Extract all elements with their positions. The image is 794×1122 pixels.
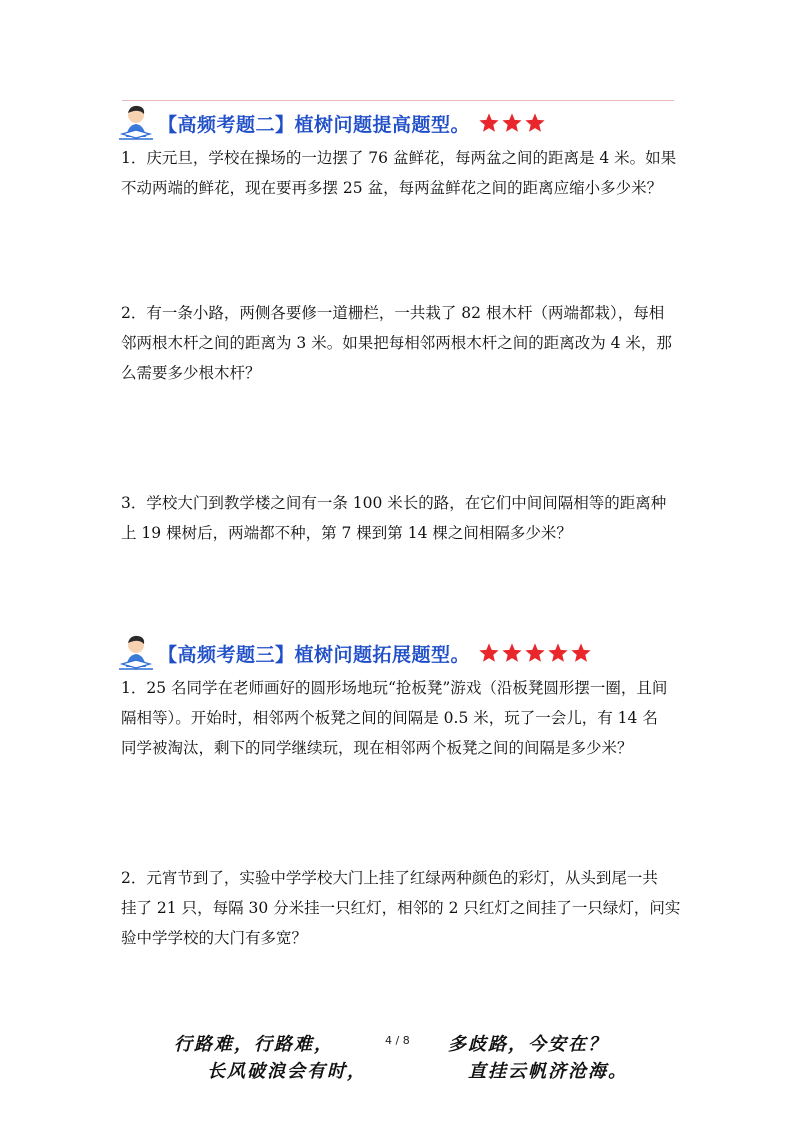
star-icon (478, 642, 500, 664)
page-number: 4 / 8 (385, 1034, 410, 1047)
question-line: 2．有一条小路，两侧各要修一道栅栏，一共栽了 82 根木杆（两端都栽），每相 (121, 304, 665, 322)
question-line: 1．庆元旦，学校在操场的一边摆了 76 盆鲜花，每两盆之间的距离是 4 米。如果 (121, 149, 677, 167)
star-icon (501, 112, 523, 134)
difficulty-stars (478, 642, 593, 664)
section-title: 【高频考题三】植树问题拓展题型。 (158, 643, 471, 666)
question-line: 么需要多少根木杆？ (121, 364, 261, 382)
star-icon (570, 642, 592, 664)
question-line: 不动两端的鲜花，现在要再多摆 25 盆，每两盆鲜花之间的距离应缩小多少米？ (121, 179, 663, 197)
section-header-3 (116, 633, 593, 673)
student-reading-icon (116, 103, 156, 143)
question-line: 邻两根木杆之间的距离为 3 米。如果把每相邻两根木杆之间的距离改为 4 米，那 (121, 334, 672, 352)
poem-line-2: 多歧路，今安在？ (448, 1034, 608, 1055)
question-line: 上 19 棵树后，两端都不种，第 7 棵到第 14 棵之间相隔多少米？ (121, 524, 572, 542)
star-icon (478, 112, 500, 134)
star-icon (501, 642, 523, 664)
question-line: 验中学学校的大门有多宽？ (121, 929, 308, 947)
question-3-2 (121, 863, 681, 953)
star-icon (547, 642, 569, 664)
question-line: 2．元宵节到了，实验中学学校大门上挂了红绿两种颜色的彩灯，从头到尾一共 (121, 869, 658, 887)
question-line: 3．学校大门到教学楼之间有一条 100 米长的路，在它们中间间隔相等的距离种 (121, 494, 667, 512)
section-title: 【高频考题二】植树问题提高题型。 (158, 113, 471, 136)
question-line: 挂了 21 只，每隔 30 分米挂一只红灯，相邻的 2 只红灯之间挂了一只绿灯，问实 (121, 899, 681, 917)
question-line: 同学被淘汰，剩下的同学继续玩，现在相邻两个板凳之间的间隔是多少米？ (121, 739, 633, 757)
poem-line-4: 直挂云帆济沧海。 (468, 1061, 628, 1082)
poem-line-3: 长风破浪会有时， (207, 1061, 367, 1082)
question-2-3 (121, 488, 677, 548)
difficulty-stars (478, 112, 547, 134)
section-header-2 (116, 103, 547, 143)
question-3-1 (121, 673, 677, 763)
question-line: 1．25 名同学在老师画好的圆形场地玩“抢板凳”游戏（沿板凳圆形摆一圈，且间 (121, 679, 668, 697)
header-rule (122, 100, 674, 101)
poem-line-1: 行路难，行路难， (174, 1034, 334, 1055)
question-2-2 (121, 298, 677, 388)
question-2-1 (121, 143, 677, 203)
star-icon (524, 112, 546, 134)
student-reading-icon (116, 633, 156, 673)
star-icon (524, 642, 546, 664)
question-line: 隔相等）。开始时，相邻两个板凳之间的间隔是 0.5 米，玩了一会儿，有 14 名 (121, 709, 658, 727)
